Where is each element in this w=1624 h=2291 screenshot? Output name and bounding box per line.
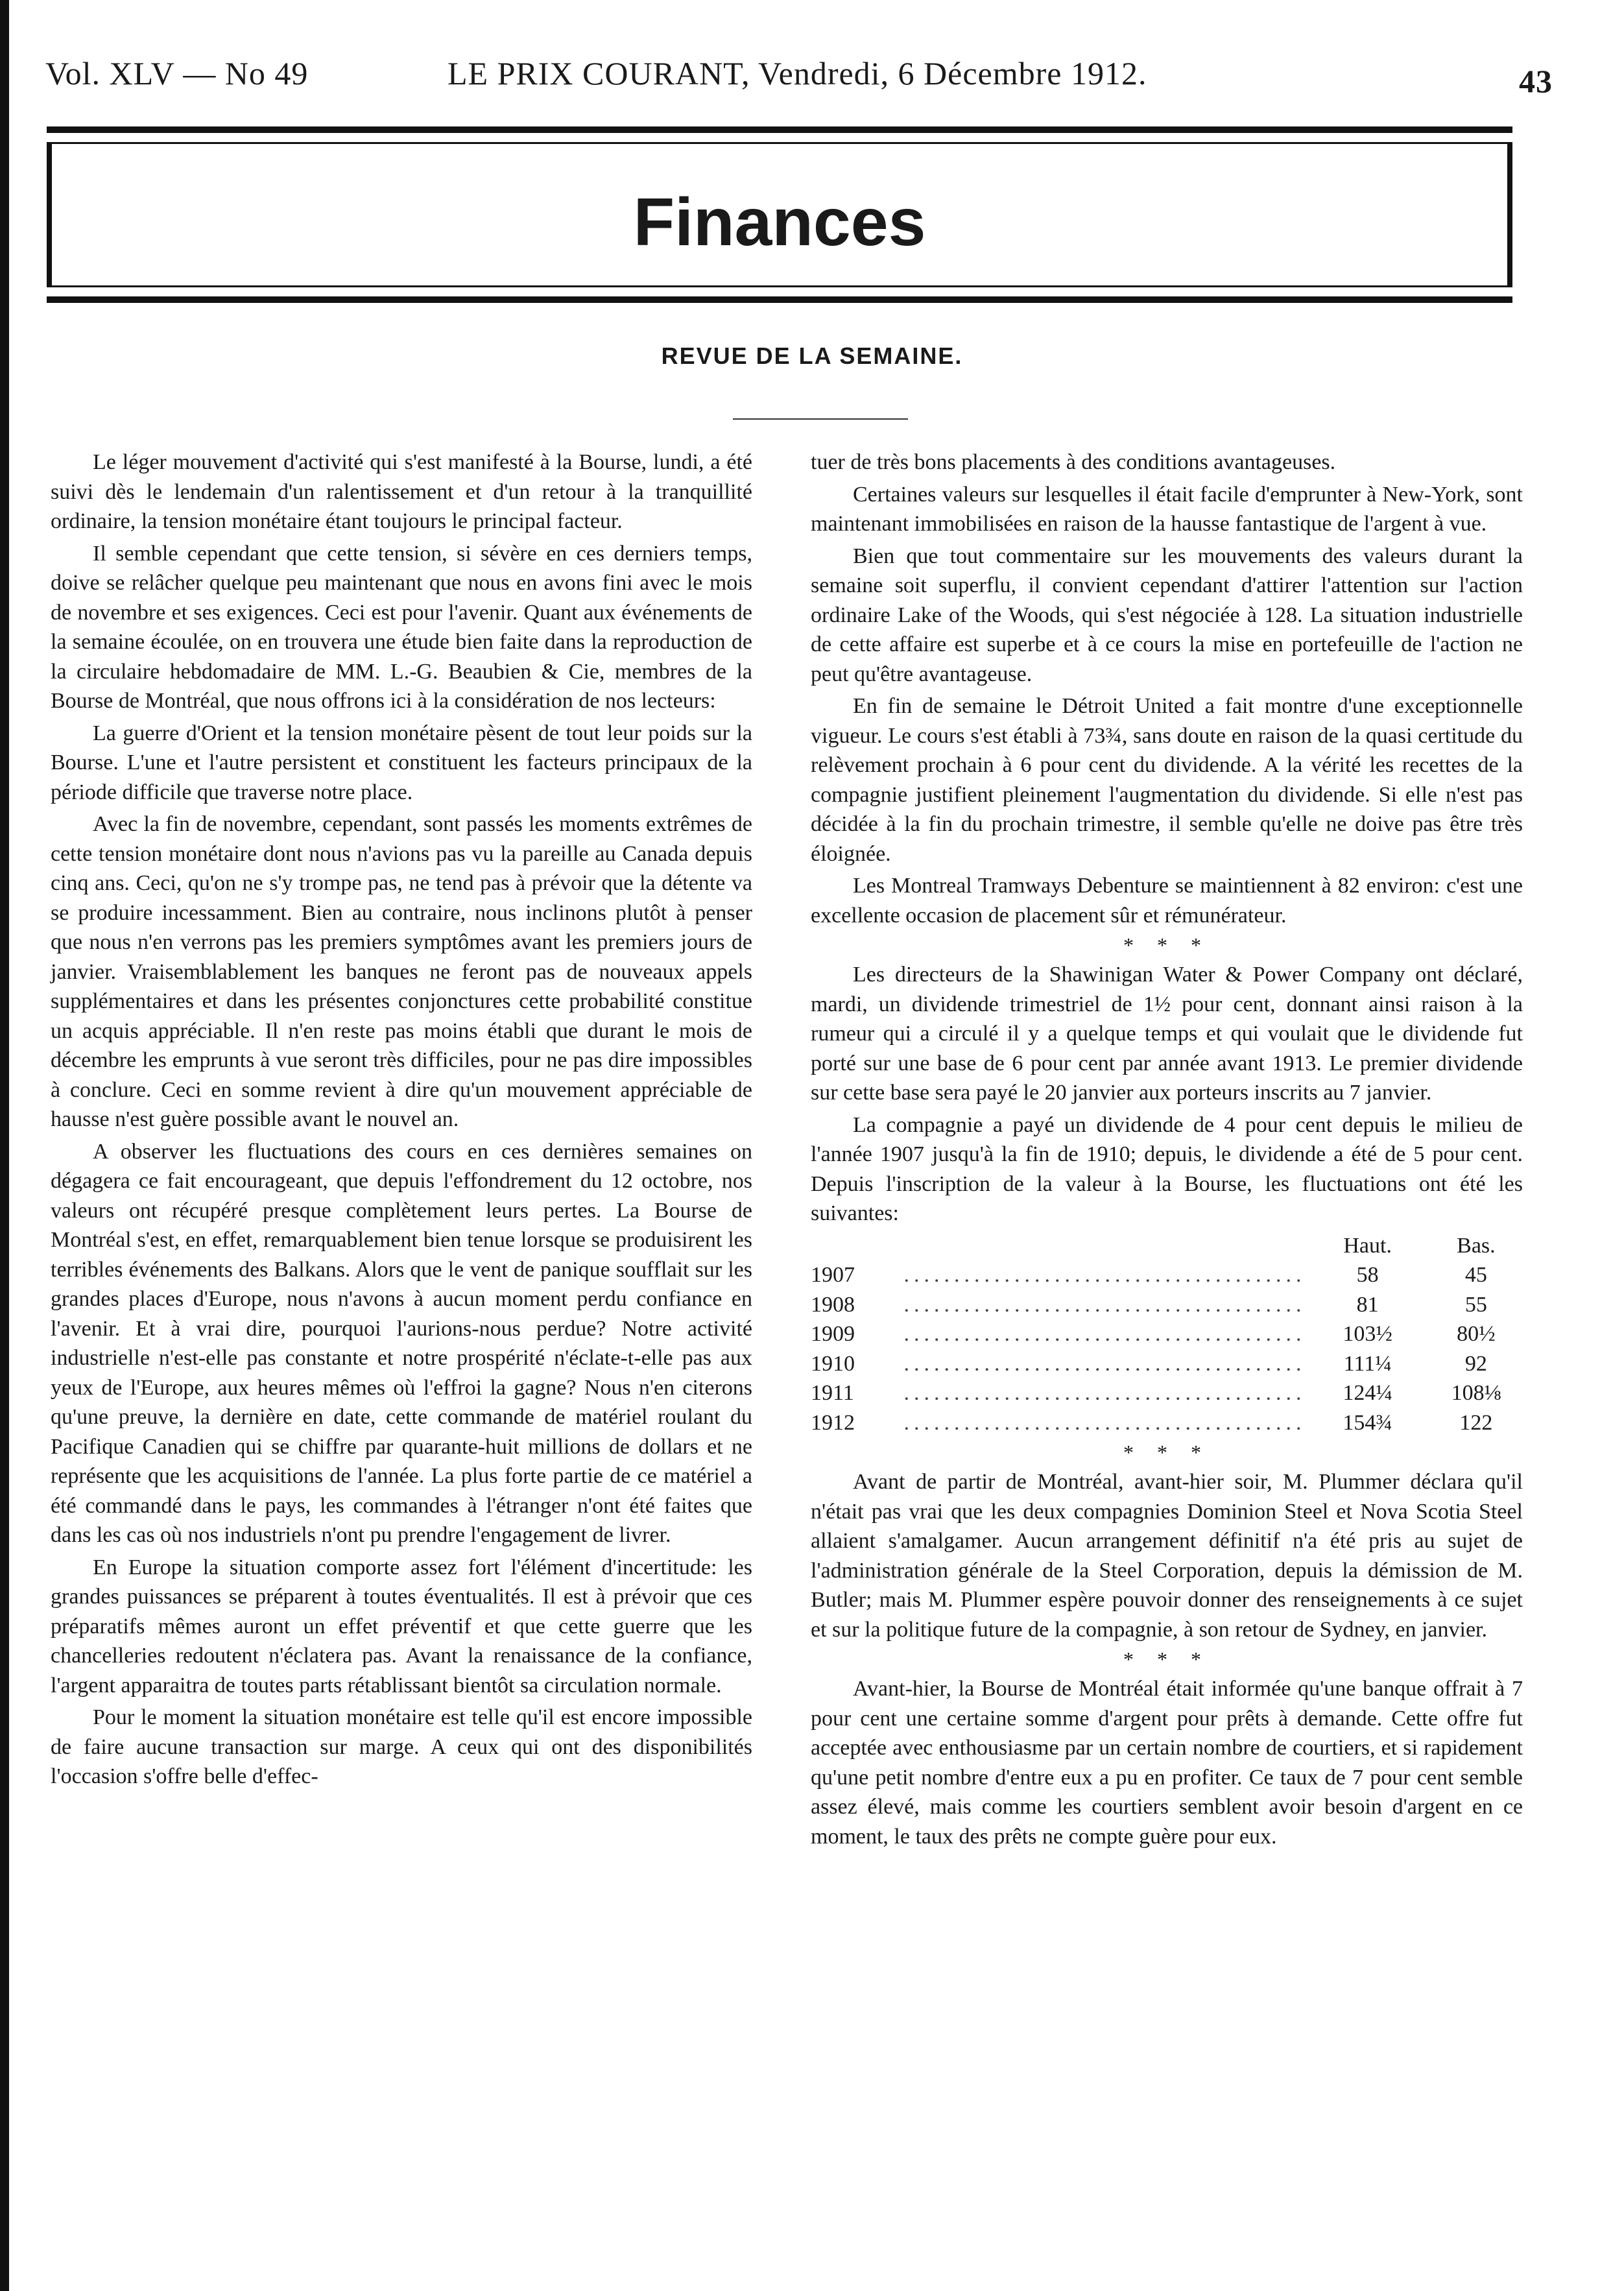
haut-cell: 103½ [1343, 1322, 1392, 1346]
haut-cell: 154¾ [1343, 1410, 1392, 1435]
bas-cell: 45 [1464, 1263, 1487, 1287]
table-header-row [811, 1231, 1523, 1261]
leader-dots: ........................................ [903, 1292, 1306, 1317]
paragraph: A observer les fluctuations des cours en ces dernières semaines on dégagera ce fait encourageant, que depuis l'effondrement du 12 octobre, nos valeurs ont récupéré presque complètement leurs pertes. La Bourse de Montréal s'est, en effet, remarquablement bien tenue lorsque se produisirent les terribles événements des Balkans. Alors que le vent de panique soufflait sur les grandes places d'Europe, nous n'avons à aucun moment perdu confiance en l'avenir. Et à vrai dire, pourquoi l'aurions-nous perdue? Notre activité industrielle n'est-elle pas constante et notre prospérité n'éclate-t-elle pas aux yeux de l'Europe, aux heures mêmes où l'effroi la gagne? Nous n'en citerons qu'une preuve, la dernière en date, cette commande de matériel roulant du Pacifique Canadien qui se chiffre par quarante-huit millions de dollars et ne représente que les acquisitions de l'année. La plus forte partie de ce matériel a été commandé dans le pays, les commandes à l'étranger n'ont été faites que dans les cas où nos industriels n'ont pu prendre l'engagement de livrer. [51, 1139, 752, 1547]
leader-dots: ........................................ [903, 1322, 1306, 1346]
right-column [811, 448, 1523, 1854]
section-banner [47, 126, 1512, 303]
paragraph: Les directeurs de la Shawinigan Water & Power Company ont déclaré, mardi, un dividende trimestriel de 1½ pour cent, donnant ainsi raison à la rumeur qui a circulé il y a quelque temps et qui voulait que le dividende fut porté sur une base de 6 pour cent par année avant 1913. Le premier dividende sur cette base sera payé le 20 janvier aux porteurs inscrits au 7 janvier. [811, 963, 1523, 1105]
year-cell: 1907 [811, 1263, 855, 1287]
paragraph: En Europe la situation comporte assez fort l'élément d'incertitude: les grandes puissances se préparent à toutes éventualités. Il est à prévoir que ces préparatifs mêmes auront un effet préventif et que cette guerre que les chancelleries redoutent n'éclatera pas. Avant la renaissance de la confiance, l'argent apparaitra de toutes parts rétablissant bientôt sa circulation normale. [51, 1555, 752, 1697]
table-row [811, 1378, 1523, 1408]
price-fluctuation-table [811, 1231, 1523, 1438]
haut-cell: 81 [1356, 1292, 1379, 1317]
publication-date: LE PRIX COURANT, Vendredi, 6 Décembre 1912. [448, 55, 1147, 91]
leader-dots: ........................................ [903, 1410, 1306, 1435]
section-separator: * * * [1123, 1648, 1210, 1671]
column-header-bas: Bas. [1457, 1233, 1496, 1258]
bas-cell: 55 [1464, 1292, 1487, 1317]
year-cell: 1912 [811, 1410, 855, 1435]
paragraph: La guerre d'Orient et la tension monétaire pèsent de tout leur poids sur la Bourse. L'une et l'autre persistent et constituent les facteurs principaux de la période difficile que traverse notre place. [51, 721, 752, 804]
subtitle-rule [733, 418, 908, 420]
leader-dots: ........................................ [903, 1381, 1306, 1405]
paragraph: Le léger mouvement d'activité qui s'est manifesté à la Bourse, lundi, a été suivi dès le lendemain d'un ralentissement et d'un retour à la tranquillité ordinaire, la tension monétaire étant toujours le principal facteur. [51, 450, 752, 533]
leader-dots: ........................................ [903, 1263, 1306, 1287]
paragraph: Certaines valeurs sur lesquelles il était facile d'emprunter à New-York, sont maintenant immobilisées en raison de la hausse fantastique de l'argent à vue. [811, 482, 1523, 536]
year-cell: 1909 [811, 1322, 855, 1346]
haut-cell: 58 [1356, 1263, 1379, 1287]
paragraph: Avant-hier, la Bourse de Montréal était informée qu'une banque offrait à 7 pour cent une certaine somme d'argent pour prêts à demande. Cette offre fut acceptée avec enthousiasme par un certain nombre de courtiers, et si rapidement qu'une petit nombre d'entre eux a pu en profiter. Ce taux de 7 pour cent semble assez élevé, mais comme les courtiers semblent avoir besoin d'argent en ce moment, le taux des prêts ne compte guère pour eux. [811, 1677, 1523, 1849]
paragraph-continuation: tuer de très bons placements à des conditions avantageuses. [811, 450, 1336, 474]
paragraph: Bien que tout commentaire sur les mouvements des valeurs durant la semaine soit superflu, il convient cependant d'attirer l'attention sur l'action ordinaire Lake of the Woods, qui s'est négociée à 128. La situation industrielle de cette affaire est superbe et à ce cours la mise en portefeuille de l'action ne peut qu'être avantageuse. [811, 544, 1523, 686]
article-subtitle: REVUE DE LA SEMAINE. [661, 342, 963, 369]
bas-cell: 92 [1464, 1351, 1487, 1376]
table-row [811, 1349, 1523, 1379]
year-cell: 1908 [811, 1292, 855, 1317]
page-number: 43 [1519, 63, 1553, 99]
running-header [45, 45, 1579, 104]
bas-cell: 122 [1459, 1410, 1493, 1435]
table-row [811, 1319, 1523, 1349]
leader-dots: ........................................ [903, 1351, 1306, 1376]
column-header-haut: Haut. [1343, 1233, 1392, 1258]
volume-number: Vol. XLV — No 49 [45, 55, 309, 91]
left-column [51, 448, 752, 1794]
paragraph: Les Montreal Tramways Debenture se maintiennent à 82 environ: c'est une excellente occasion de placement sûr et rémunérateur. [811, 874, 1523, 928]
paragraph: La compagnie a payé un dividende de 4 pour cent depuis le milieu de l'année 1907 jusqu'à la fin de 1910; depuis, le dividende a été de 5 pour cent. Depuis l'inscription de la valeur à la Bourse, les fluctuations ont été les suivantes: [811, 1112, 1523, 1225]
banner-frame [47, 142, 1512, 287]
paragraph: En fin de semaine le Détroit United a fait montre d'une exceptionnelle vigueur. Le cours s'est établi à 73¾, sans doute en raison de la quasi certitude du relèvement prochain à 6 pour cent du dividende. A la vérité les recettes de la compagnie justifient pleinement l'augmentation du dividende. Si elle n'est pas décidée à la fin du prochain trimestre, il semble qu'elle ne doive pas être très éloignée. [811, 694, 1523, 866]
section-separator: * * * [1123, 933, 1210, 957]
table-row [811, 1290, 1523, 1320]
paragraph: Avant de partir de Montréal, avant-hier soir, M. Plummer déclara qu'il n'était pas vrai que les deux compagnies Dominion Steel et Nova Scotia Steel allaient s'amalgamer. Aucun arrangement définitif n'a été pris au sujet de l'administration générale de la Steel Corporation, depuis la démission de M. Butler; mais M. Plummer espère pouvoir donner des renseignements à ce sujet et sur la politique future de la compagnie, à son retour de Sydney, en janvier. [811, 1470, 1523, 1642]
haut-cell: 111¼ [1343, 1351, 1392, 1376]
section-separator: * * * [1123, 1441, 1210, 1464]
table-row [811, 1260, 1523, 1290]
year-cell: 1911 [811, 1381, 854, 1405]
paragraph: Il semble cependant que cette tension, si sévère en ces derniers temps, doive se relâcher quelque peu maintenant que nous en avons fini avec le mois de novembre et ses exigences. Ceci est pour l'avenir. Quant aux événements de la semaine écoulée, on en trouvera une étude bien faite dans la reproduction de la circulaire hebdomadaire de MM. L.-G. Beaubien & Cie, membres de la Bourse de Montréal, que nous offrons ici à la considération de nos lecteurs: [51, 541, 752, 713]
paragraph: Avec la fin de novembre, cependant, sont passés les moments extrêmes de cette tension monétaire dont nous n'avions pas vu la pareille au Canada depuis cinq ans. Ceci, qu'on ne s'y trompe pas, ne tend pas à prévoir que la détente va se produire incessamment. Bien au contraire, nous inclinons plutôt à penser que nous n'en verrons pas les premiers symptômes avant les premiers jours de janvier. Vraisemblablement les banques ne feront pas de nouveaux appels supplémentaires et dans les présentes conjonctures cette probabilité constitue un acquis appréciable. Il n'en reste pas moins établi que durant le mois de décembre les emprunts à vue seront très difficiles, pour ne pas dire impossibles à conclure. Ceci en somme revient à dire qu'un mouvement appréciable de hausse n'est guère possible avant le nouvel an. [51, 812, 752, 1131]
table-row [811, 1408, 1523, 1438]
section-title: Finances [633, 185, 926, 260]
paragraph: Pour le moment la situation monétaire est telle qu'il est encore impossible de faire aucune transaction sur marge. A ceux qui ont des disponibilités l'occasion s'offre belle d'effec- [51, 1705, 752, 1788]
year-cell: 1910 [811, 1351, 855, 1376]
bas-cell: 80½ [1457, 1322, 1496, 1346]
bas-cell: 108⅛ [1451, 1381, 1501, 1405]
haut-cell: 124¼ [1343, 1381, 1392, 1405]
